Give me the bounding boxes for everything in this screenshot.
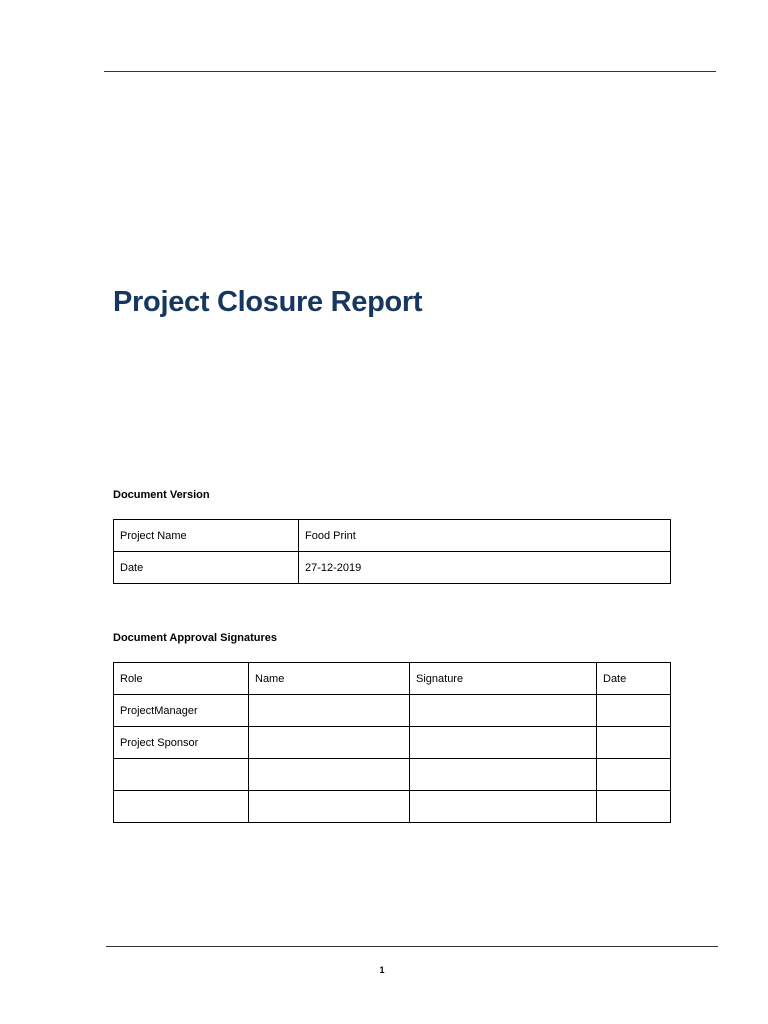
page-number: 1 bbox=[379, 965, 385, 975]
project-name-value: Food Print bbox=[299, 520, 671, 552]
name-cell bbox=[249, 727, 410, 759]
table-row bbox=[114, 727, 671, 759]
table-row bbox=[114, 552, 671, 584]
header-rule bbox=[104, 71, 716, 72]
column-header-signature: Signature bbox=[410, 663, 597, 695]
table-row bbox=[114, 520, 671, 552]
document-title: Project Closure Report bbox=[113, 286, 423, 318]
date-label: Date bbox=[114, 552, 299, 584]
approval-signatures-table bbox=[113, 662, 671, 823]
table-header-row bbox=[114, 663, 671, 695]
column-header-name: Name bbox=[249, 663, 410, 695]
role-cell bbox=[114, 791, 249, 823]
role-cell bbox=[114, 759, 249, 791]
signature-cell bbox=[410, 695, 597, 727]
footer-rule bbox=[106, 946, 718, 947]
table-row bbox=[114, 791, 671, 823]
column-header-date: Date bbox=[597, 663, 671, 695]
table-row bbox=[114, 759, 671, 791]
date-cell bbox=[597, 759, 671, 791]
date-cell bbox=[597, 791, 671, 823]
name-cell bbox=[249, 695, 410, 727]
approval-signatures-heading: Document Approval Signatures bbox=[113, 632, 278, 644]
date-cell bbox=[597, 727, 671, 759]
name-cell bbox=[249, 791, 410, 823]
date-value: 27-12-2019 bbox=[299, 552, 671, 584]
signature-cell bbox=[410, 791, 597, 823]
role-cell: Project Sponsor bbox=[114, 727, 249, 759]
document-version-table bbox=[113, 519, 671, 584]
role-cell: ProjectManager bbox=[114, 695, 249, 727]
signature-cell bbox=[410, 727, 597, 759]
table-row bbox=[114, 695, 671, 727]
signature-cell bbox=[410, 759, 597, 791]
project-name-label: Project Name bbox=[114, 520, 299, 552]
column-header-role: Role bbox=[114, 663, 249, 695]
date-cell bbox=[597, 695, 671, 727]
name-cell bbox=[249, 759, 410, 791]
document-version-heading: Document Version bbox=[113, 489, 210, 501]
